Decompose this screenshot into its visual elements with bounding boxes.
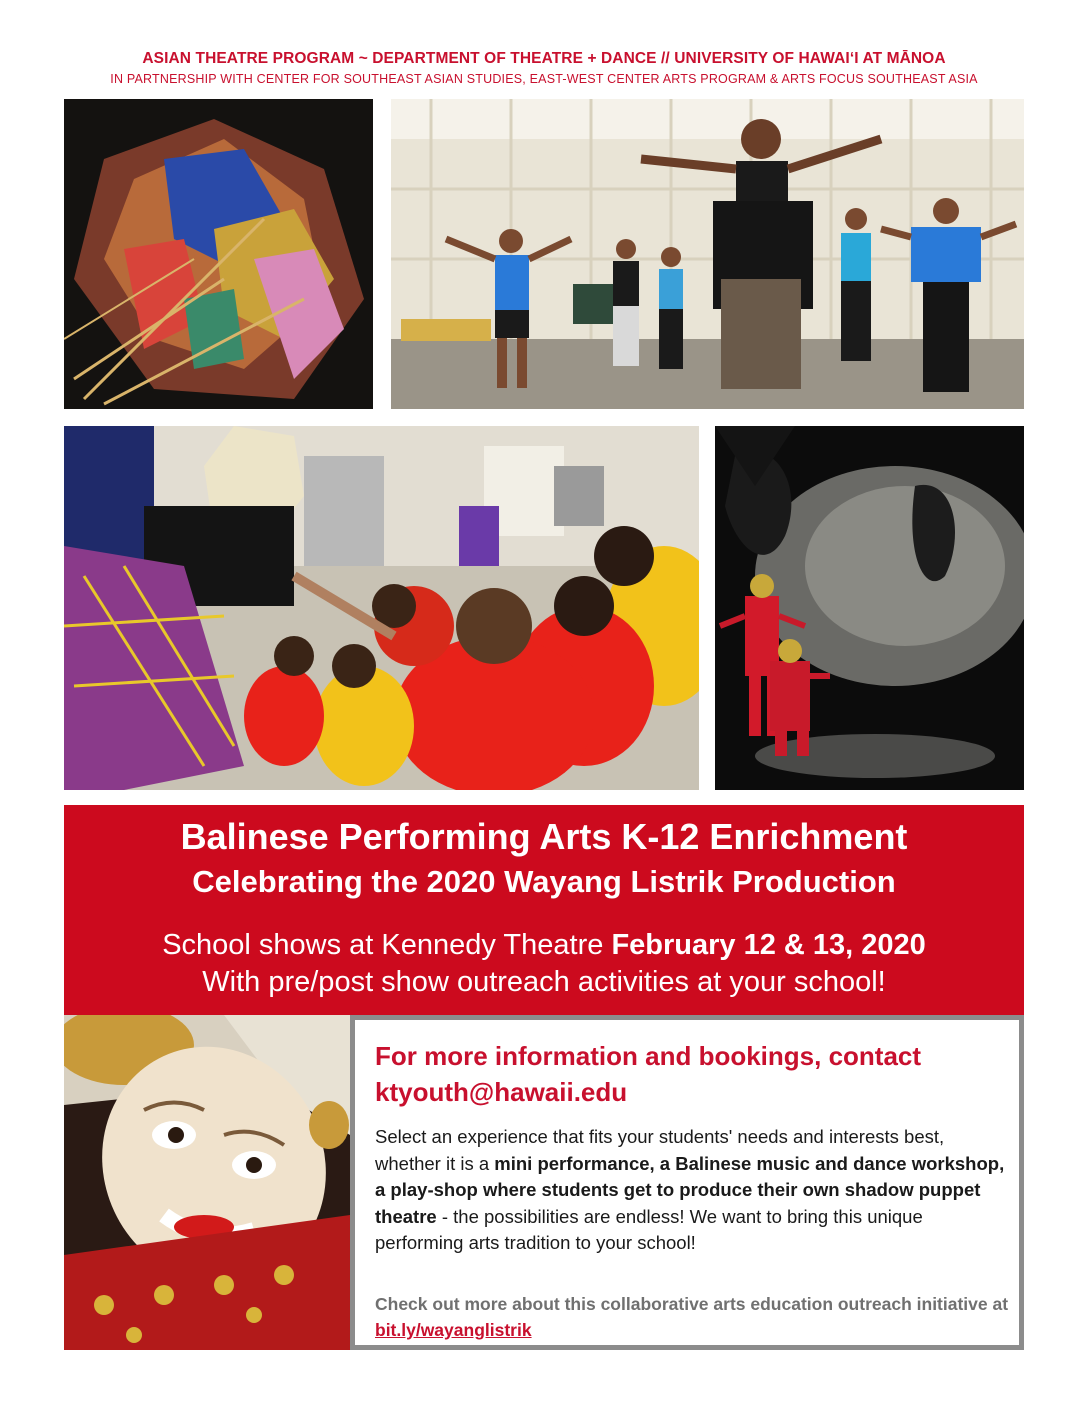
balinese-mask-photo bbox=[64, 1015, 350, 1350]
banner-title: Balinese Performing Arts K-12 Enrichment bbox=[180, 816, 908, 857]
header-program-line: ASIAN THEATRE PROGRAM ~ DEPARTMENT OF THEATRE + DANCE // UNIVERSITY OF HAWAI‘I AT MĀNOA bbox=[142, 50, 946, 67]
contact-line: For more information and bookings, contact bbox=[375, 1041, 922, 1071]
event-banner bbox=[64, 805, 1024, 1015]
banner-outreach: With pre/post show outreach activities at your school! bbox=[202, 966, 886, 998]
header-partners-line: IN PARTNERSHIP WITH CENTER FOR SOUTHEAST ASIAN STUDIES, EAST-WEST CENTER ARTS PROGRAM & ARTS FOCUS SOUTHEAST ASIA bbox=[110, 72, 978, 86]
shadow-theatre-photo bbox=[715, 426, 1024, 790]
description-text-2: - the possibilities are endless! We want to bring this unique performing arts tradition to your school! bbox=[375, 1205, 923, 1253]
header bbox=[0, 48, 1088, 88]
description-text-1: Select an experience that fits your students' needs and interests best, whether it is a bbox=[375, 1126, 945, 1174]
description-experiences: mini performance, a Balinese music and dance workshop, a play-shop where students get to produce their own shadow puppet theatre bbox=[375, 1152, 1005, 1227]
banner-shows-prefix: School shows at Kennedy Theatre bbox=[162, 929, 612, 961]
contact-info-box bbox=[350, 1015, 1024, 1350]
dance-workshop-photo bbox=[391, 99, 1024, 409]
contact-heading bbox=[375, 1038, 1015, 1110]
banner-subtitle: Celebrating the 2020 Wayang Listrik Production bbox=[192, 864, 896, 899]
contact-email-link[interactable]: ktyouth@hawaii.edu bbox=[375, 1077, 628, 1107]
banner-dates: February 12 & 13, 2020 bbox=[611, 929, 926, 961]
footer-text: Check out more about this collaborative arts education outreach initiative at bbox=[375, 1294, 1009, 1314]
banner-show-dates bbox=[64, 926, 1024, 964]
school-audience-photo bbox=[64, 426, 699, 790]
footer-note bbox=[375, 1291, 1015, 1343]
shadow-puppets-photo bbox=[64, 99, 373, 409]
wayang-listrik-link[interactable]: bit.ly/wayanglistrik bbox=[375, 1320, 532, 1340]
description-paragraph bbox=[375, 1124, 1015, 1257]
